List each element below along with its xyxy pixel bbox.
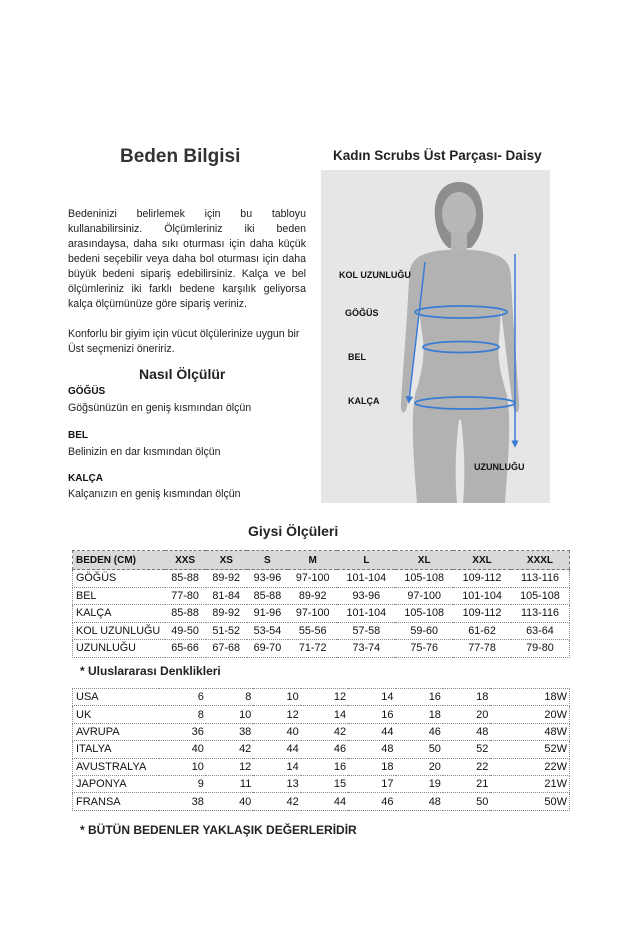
table-cell: 97-100 bbox=[395, 587, 453, 605]
header-cell: XXL bbox=[453, 551, 511, 570]
table-row bbox=[73, 758, 570, 775]
table-cell: 40 bbox=[206, 793, 253, 810]
table-cell: 75-76 bbox=[395, 640, 453, 658]
table-cell: 101-104 bbox=[337, 605, 395, 623]
intl-equivalents-title: * Uluslararası Denklikleri bbox=[80, 664, 221, 678]
table-cell: 6 bbox=[159, 689, 206, 706]
measure-chest-desc: Göğsünüzün en geniş kısmından ölçün bbox=[68, 402, 252, 414]
table-cell: 10 bbox=[253, 689, 300, 706]
header-cell: XXXL bbox=[511, 551, 570, 570]
table-cell: 21W bbox=[490, 775, 569, 792]
table-row bbox=[73, 723, 570, 740]
table-cell: 53-54 bbox=[247, 622, 288, 640]
table-cell: 46 bbox=[301, 741, 348, 758]
table-row bbox=[73, 741, 570, 758]
table-cell: 57-58 bbox=[337, 622, 395, 640]
table-cell: 63-64 bbox=[511, 622, 570, 640]
table-cell: 89-92 bbox=[288, 587, 337, 605]
table-cell: 85-88 bbox=[247, 587, 288, 605]
table-cell: 44 bbox=[301, 793, 348, 810]
table-cell: 52W bbox=[490, 741, 569, 758]
header-cell: S bbox=[247, 551, 288, 570]
table-cell: 13 bbox=[253, 775, 300, 792]
table-row bbox=[73, 570, 570, 588]
table-row bbox=[73, 689, 570, 706]
table-cell: 113-116 bbox=[511, 605, 570, 623]
table-cell: 42 bbox=[301, 723, 348, 740]
header-cell: XL bbox=[395, 551, 453, 570]
table-cell: 46 bbox=[396, 723, 443, 740]
table-cell: 20 bbox=[443, 706, 490, 723]
row-label: UK bbox=[73, 706, 159, 723]
table-cell: 97-100 bbox=[288, 570, 337, 588]
header-cell: M bbox=[288, 551, 337, 570]
row-label: KOL UZUNLUĞU bbox=[73, 622, 165, 640]
row-label: GÖĞÜS bbox=[73, 570, 165, 588]
header-cell: XXS bbox=[165, 551, 206, 570]
measure-hip-heading: KALÇA bbox=[68, 473, 103, 484]
intl-size-table bbox=[72, 688, 570, 811]
table-cell: 22 bbox=[443, 758, 490, 775]
table-cell: 71-72 bbox=[288, 640, 337, 658]
row-label: UZUNLUĞU bbox=[73, 640, 165, 658]
table-cell: 12 bbox=[301, 689, 348, 706]
row-label: JAPONYA bbox=[73, 775, 159, 792]
table-row bbox=[73, 587, 570, 605]
table-cell: 77-80 bbox=[165, 587, 206, 605]
intro-recommendation: Konforlu bir giyim için vücut ölçülerinize uygun bir Üst seçmenizi öneririz. bbox=[68, 328, 300, 355]
table-cell: 44 bbox=[253, 741, 300, 758]
figure-label-hip: KALÇA bbox=[348, 396, 380, 406]
header-cell: BEDEN (CM) bbox=[73, 551, 165, 570]
table-cell: 52 bbox=[443, 741, 490, 758]
table-cell: 42 bbox=[206, 741, 253, 758]
table-cell: 36 bbox=[159, 723, 206, 740]
table-cell: 89-92 bbox=[206, 570, 247, 588]
figure-label-sleeve: KOL UZUNLUĞU bbox=[339, 270, 411, 280]
table-cell: 73-74 bbox=[337, 640, 395, 658]
size-table bbox=[72, 550, 570, 658]
table-cell: 10 bbox=[159, 758, 206, 775]
figure-label-waist: BEL bbox=[348, 352, 366, 362]
table-cell: 15 bbox=[301, 775, 348, 792]
table-cell: 12 bbox=[206, 758, 253, 775]
row-label: AVRUPA bbox=[73, 723, 159, 740]
table-cell: 18 bbox=[443, 689, 490, 706]
table-cell: 21 bbox=[443, 775, 490, 792]
measure-waist-heading: BEL bbox=[68, 430, 88, 441]
body-measurement-figure bbox=[321, 170, 550, 503]
table-cell: 50 bbox=[396, 741, 443, 758]
table-cell: 42 bbox=[253, 793, 300, 810]
table-cell: 91-96 bbox=[247, 605, 288, 623]
size-table-title: Giysi Ölçüleri bbox=[248, 523, 339, 539]
table-cell: 12 bbox=[253, 706, 300, 723]
table-cell: 61-62 bbox=[453, 622, 511, 640]
table-cell: 18 bbox=[396, 706, 443, 723]
header-cell: XS bbox=[206, 551, 247, 570]
measure-waist-desc: Belinizin en dar kısmından ölçün bbox=[68, 446, 221, 458]
table-cell: 22W bbox=[490, 758, 569, 775]
table-cell: 55-56 bbox=[288, 622, 337, 640]
table-cell: 69-70 bbox=[247, 640, 288, 658]
table-cell: 46 bbox=[348, 793, 395, 810]
table-cell: 85-88 bbox=[165, 605, 206, 623]
body-silhouette-icon bbox=[321, 170, 550, 503]
page-title: Beden Bilgisi bbox=[120, 146, 241, 167]
table-cell: 10 bbox=[206, 706, 253, 723]
table-cell: 93-96 bbox=[247, 570, 288, 588]
table-row bbox=[73, 605, 570, 623]
measure-hip-desc: Kalçanızın en geniş kısmından ölçün bbox=[68, 488, 241, 500]
table-cell: 89-92 bbox=[206, 605, 247, 623]
table-cell: 8 bbox=[206, 689, 253, 706]
table-cell: 48 bbox=[443, 723, 490, 740]
table-cell: 113-116 bbox=[511, 570, 570, 588]
row-label: BEL bbox=[73, 587, 165, 605]
table-cell: 38 bbox=[206, 723, 253, 740]
header-cell: L bbox=[337, 551, 395, 570]
table-cell: 48 bbox=[348, 741, 395, 758]
approximate-values-note: * BÜTÜN BEDENLER YAKLAŞIK DEĞERLERİDİR bbox=[80, 823, 357, 837]
table-cell: 40 bbox=[253, 723, 300, 740]
size-table-header-row bbox=[73, 551, 570, 570]
table-cell: 16 bbox=[396, 689, 443, 706]
table-cell: 77-78 bbox=[453, 640, 511, 658]
table-cell: 38 bbox=[159, 793, 206, 810]
table-cell: 48W bbox=[490, 723, 569, 740]
row-label: AVUSTRALYA bbox=[73, 758, 159, 775]
table-row bbox=[73, 793, 570, 810]
table-cell: 20 bbox=[396, 758, 443, 775]
table-cell: 14 bbox=[301, 706, 348, 723]
table-cell: 50W bbox=[490, 793, 569, 810]
table-cell: 105-108 bbox=[511, 587, 570, 605]
table-cell: 97-100 bbox=[288, 605, 337, 623]
table-cell: 14 bbox=[253, 758, 300, 775]
table-cell: 16 bbox=[301, 758, 348, 775]
measure-chest-heading: GÖĞÜS bbox=[68, 386, 106, 397]
table-row bbox=[73, 640, 570, 658]
table-cell: 8 bbox=[159, 706, 206, 723]
table-cell: 18W bbox=[490, 689, 569, 706]
table-row bbox=[73, 706, 570, 723]
table-cell: 49-50 bbox=[165, 622, 206, 640]
row-label: FRANSA bbox=[73, 793, 159, 810]
table-cell: 79-80 bbox=[511, 640, 570, 658]
table-cell: 51-52 bbox=[206, 622, 247, 640]
table-cell: 101-104 bbox=[337, 570, 395, 588]
table-cell: 85-88 bbox=[165, 570, 206, 588]
table-row bbox=[73, 622, 570, 640]
table-cell: 105-108 bbox=[395, 605, 453, 623]
table-cell: 11 bbox=[206, 775, 253, 792]
table-cell: 48 bbox=[396, 793, 443, 810]
product-title: Kadın Scrubs Üst Parçası- Daisy bbox=[333, 148, 542, 163]
row-label: KALÇA bbox=[73, 605, 165, 623]
figure-label-chest: GÖĞÜS bbox=[345, 308, 379, 318]
row-label: USA bbox=[73, 689, 159, 706]
table-cell: 81-84 bbox=[206, 587, 247, 605]
row-label: ITALYA bbox=[73, 741, 159, 758]
table-cell: 9 bbox=[159, 775, 206, 792]
intro-paragraph: Bedeninizi belirlemek için bu tabloyu kullanabilirsiniz. Ölçümleriniz iki beden arasındaysa, daha sıkı oturması için daha küçük bedeni seçebilir veya daha bol oturması için daha büyük bedeni sipariş edebilirsiniz. Kalça ve bel ölçümleriniz iki farklı bedene karşılık geliyorsa kalça ölçümünüze göre sipariş veriniz. bbox=[68, 208, 306, 310]
table-cell: 20W bbox=[490, 706, 569, 723]
table-cell: 19 bbox=[396, 775, 443, 792]
table-cell: 44 bbox=[348, 723, 395, 740]
table-cell: 67-68 bbox=[206, 640, 247, 658]
table-row bbox=[73, 775, 570, 792]
table-cell: 65-66 bbox=[165, 640, 206, 658]
table-cell: 109-112 bbox=[453, 605, 511, 623]
table-cell: 101-104 bbox=[453, 587, 511, 605]
figure-label-length: UZUNLUĞU bbox=[474, 462, 525, 472]
table-cell: 59-60 bbox=[395, 622, 453, 640]
table-cell: 93-96 bbox=[337, 587, 395, 605]
table-cell: 18 bbox=[348, 758, 395, 775]
how-to-measure-title: Nasıl Ölçülür bbox=[139, 366, 226, 382]
table-cell: 16 bbox=[348, 706, 395, 723]
table-cell: 14 bbox=[348, 689, 395, 706]
table-cell: 50 bbox=[443, 793, 490, 810]
table-cell: 40 bbox=[159, 741, 206, 758]
table-cell: 109-112 bbox=[453, 570, 511, 588]
table-cell: 105-108 bbox=[395, 570, 453, 588]
table-cell: 17 bbox=[348, 775, 395, 792]
